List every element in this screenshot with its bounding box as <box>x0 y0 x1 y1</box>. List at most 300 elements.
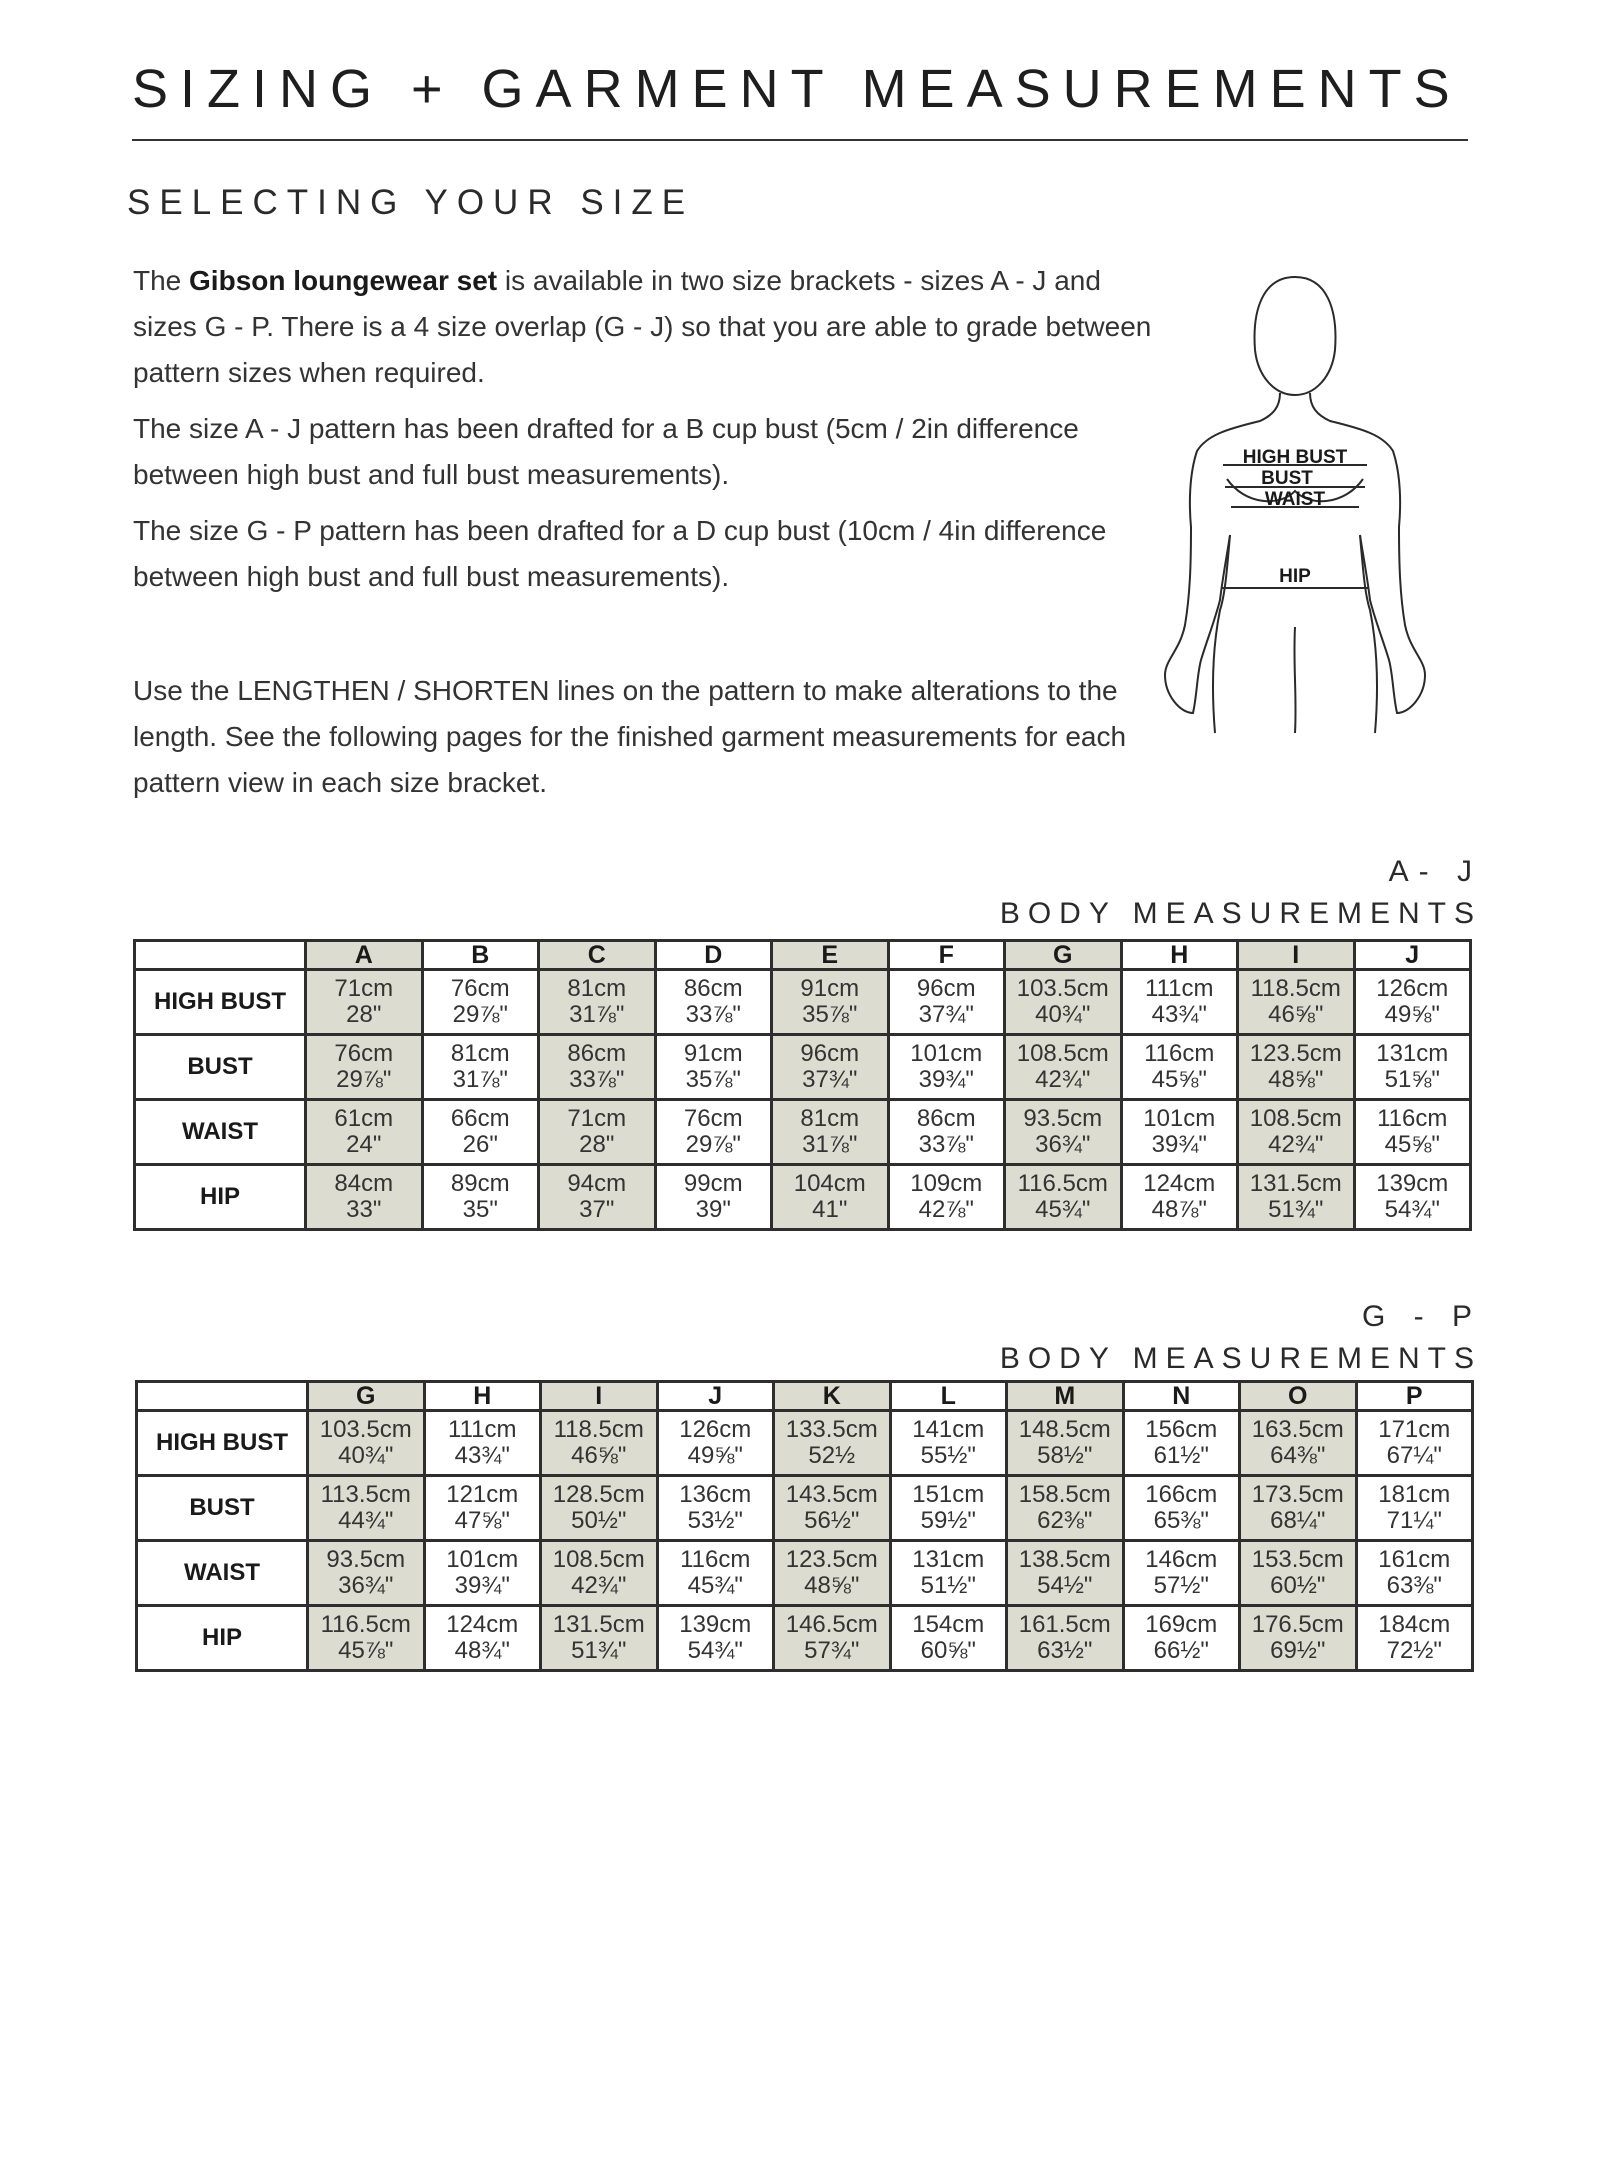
measurement-cell <box>1356 1411 1473 1476</box>
cm-value: 66cm <box>450 1105 510 1132</box>
measurement-cell <box>424 1411 541 1476</box>
table-row <box>137 1541 1473 1606</box>
measurement-cell <box>539 970 656 1035</box>
size-header: L <box>890 1382 1007 1411</box>
hip-label: HIP <box>1279 566 1311 587</box>
cm-value: 124cm <box>446 1611 519 1638</box>
cm-value: 128.5cm <box>552 1481 645 1508</box>
measurement-cell <box>308 1476 425 1541</box>
measurement-label: HIP <box>135 1165 306 1230</box>
cm-value: 123.5cm <box>785 1546 878 1573</box>
inch-value: 45¾" <box>687 1572 743 1599</box>
cm-value: 126cm <box>679 1416 752 1443</box>
size-header: A <box>306 941 423 970</box>
cm-value: 131.5cm <box>1249 1170 1342 1197</box>
intro-paragraph-2: The size A - J pattern has been drafted for a B cup bust (5cm / 2in difference between high bust and full bust measurements). <box>133 413 1079 490</box>
measurement-cell <box>890 1606 1007 1671</box>
inch-value: 42⅞" <box>918 1196 974 1223</box>
measurement-cell <box>1005 970 1122 1035</box>
cm-value: 103.5cm <box>319 1416 412 1443</box>
figure-right-side <box>1310 393 1425 713</box>
measurement-cell <box>1354 1100 1471 1165</box>
table-2-range: G - P <box>1361 1300 1482 1333</box>
cm-value: 61cm <box>334 1105 394 1132</box>
measurement-cell <box>655 1165 772 1230</box>
measurement-cell <box>1240 1606 1357 1671</box>
inch-value: 60½" <box>1270 1572 1326 1599</box>
cm-value: 91cm <box>800 975 860 1002</box>
cm-value: 86cm <box>567 1040 627 1067</box>
inch-value: 43¾" <box>454 1442 510 1469</box>
cm-value: 116cm <box>1144 1040 1215 1067</box>
measurement-cell <box>1123 1606 1240 1671</box>
inch-value: 49⅝" <box>687 1442 743 1469</box>
inch-value: 51½" <box>920 1572 976 1599</box>
size-header: E <box>772 941 889 970</box>
cm-value: 104cm <box>793 1170 866 1197</box>
measurement-cell <box>890 1411 1007 1476</box>
measurement-cell <box>422 1035 539 1100</box>
cm-value: 126cm <box>1376 975 1449 1002</box>
cm-value: 108.5cm <box>1016 1040 1109 1067</box>
cm-value: 76cm <box>450 975 510 1002</box>
cm-value: 139cm <box>1376 1170 1449 1197</box>
measurement-cell <box>657 1606 774 1671</box>
measurement-cell <box>1354 1165 1471 1230</box>
intro-paragraph-4: Use the LENGTHEN / SHORTEN lines on the pattern to make alterations to the length. See the following pages for the finished garment measurements for each pattern view in each size bracket. <box>133 675 1127 798</box>
cm-value: 96cm <box>800 1040 860 1067</box>
figure-head <box>1255 277 1336 395</box>
cm-value: 166cm <box>1145 1481 1218 1508</box>
inch-value: 35" <box>462 1196 498 1223</box>
table-1-title: BODY MEASUREMENTS <box>999 897 1482 930</box>
inch-value: 40¾" <box>338 1442 394 1469</box>
cm-value: 99cm <box>683 1170 743 1197</box>
table-row <box>137 1411 1473 1476</box>
cm-value: 184cm <box>1378 1611 1451 1638</box>
inch-value: 26" <box>462 1131 498 1158</box>
inch-value: 31⅞" <box>569 1001 625 1028</box>
measurement-cell <box>308 1541 425 1606</box>
inch-value: 64⅜" <box>1270 1442 1326 1469</box>
cm-value: 89cm <box>450 1170 510 1197</box>
measurement-cell <box>1356 1476 1473 1541</box>
inch-value: 31⅞" <box>452 1066 508 1093</box>
size-header: C <box>539 941 656 970</box>
table-row <box>135 1165 1471 1230</box>
measurement-label: WAIST <box>135 1100 306 1165</box>
size-header: J <box>1354 941 1471 970</box>
inch-value: 31⅞" <box>802 1131 858 1158</box>
measurement-cell <box>424 1476 541 1541</box>
measurement-cell <box>424 1606 541 1671</box>
cm-value: 161.5cm <box>1018 1611 1111 1638</box>
size-header: D <box>655 941 772 970</box>
measurement-cell <box>888 1035 1005 1100</box>
cm-value: 116cm <box>1377 1105 1448 1132</box>
inch-value: 72½" <box>1386 1637 1442 1664</box>
cm-value: 109cm <box>910 1170 983 1197</box>
size-header: J <box>657 1382 774 1411</box>
high-bust-label: HIGH BUST <box>1242 447 1348 468</box>
measurement-cell <box>888 1165 1005 1230</box>
measurements-table-a-j <box>133 939 1472 1231</box>
cm-value: 93.5cm <box>1023 1105 1103 1132</box>
inch-value: 33⅞" <box>569 1066 625 1093</box>
inch-value: 69½" <box>1270 1637 1326 1664</box>
table-row <box>135 970 1471 1035</box>
cm-value: 81cm <box>450 1040 510 1067</box>
measurement-cell <box>539 1100 656 1165</box>
intro-p1-pre: The <box>133 265 190 296</box>
cm-value: 173.5cm <box>1251 1481 1344 1508</box>
measurement-cell <box>1121 970 1238 1035</box>
measurement-cell <box>308 1411 425 1476</box>
measurement-cell <box>657 1541 774 1606</box>
measurement-label: HIGH BUST <box>137 1411 308 1476</box>
measurement-cell <box>1007 1541 1124 1606</box>
cm-value: 116cm <box>680 1546 751 1573</box>
cm-value: 123.5cm <box>1249 1040 1342 1067</box>
table-row <box>137 1606 1473 1671</box>
measurement-cell <box>657 1411 774 1476</box>
measurement-cell <box>655 1100 772 1165</box>
inch-value: 57¾" <box>804 1637 860 1664</box>
cm-value: 111cm <box>1145 975 1214 1002</box>
inch-value: 29⅞" <box>336 1066 392 1093</box>
cm-value: 181cm <box>1378 1481 1451 1508</box>
measurement-cell <box>772 1165 889 1230</box>
cm-value: 108.5cm <box>552 1546 645 1573</box>
inch-value: 29⅞" <box>452 1001 508 1028</box>
measurement-cell <box>1356 1541 1473 1606</box>
cm-value: 76cm <box>683 1105 743 1132</box>
cm-value: 103.5cm <box>1016 975 1109 1002</box>
inch-value: 68¼" <box>1270 1507 1326 1534</box>
inch-value: 51⅝" <box>1384 1066 1440 1093</box>
inch-value: 46⅝" <box>1268 1001 1324 1028</box>
measurement-cell <box>774 1476 891 1541</box>
measurement-cell <box>890 1541 1007 1606</box>
size-header: F <box>888 941 1005 970</box>
intro-paragraph-1 <box>133 258 1153 396</box>
inch-value: 28" <box>346 1001 382 1028</box>
cm-value: 86cm <box>916 1105 976 1132</box>
size-header: B <box>422 941 539 970</box>
measurement-cell <box>1238 1165 1355 1230</box>
measurement-cell <box>1121 1100 1238 1165</box>
cm-value: 116.5cm <box>1017 1170 1108 1197</box>
inch-value: 56½" <box>804 1507 860 1534</box>
inch-value: 36¾" <box>338 1572 394 1599</box>
measurement-cell <box>541 1541 658 1606</box>
inch-value: 39¾" <box>918 1066 974 1093</box>
measurement-cell <box>888 970 1005 1035</box>
measurement-cell <box>1007 1606 1124 1671</box>
inch-value: 35⅞" <box>802 1001 858 1028</box>
cm-value: 81cm <box>800 1105 860 1132</box>
inch-value: 54¾" <box>1384 1196 1440 1223</box>
measurement-cell <box>772 1035 889 1100</box>
measurement-cell <box>655 970 772 1035</box>
inch-value: 63½" <box>1037 1637 1093 1664</box>
cm-value: 146.5cm <box>785 1611 878 1638</box>
inch-value: 39" <box>695 1196 731 1223</box>
cm-value: 101cm <box>1143 1105 1216 1132</box>
cm-value: 143.5cm <box>785 1481 878 1508</box>
inch-value: 48⅝" <box>804 1572 860 1599</box>
table-corner-cell <box>135 941 306 970</box>
measurement-cell <box>1354 970 1471 1035</box>
measurement-label: WAIST <box>137 1541 308 1606</box>
inch-value: 71¼" <box>1386 1507 1442 1534</box>
inch-value: 57½" <box>1153 1572 1209 1599</box>
inch-value: 62⅜" <box>1037 1507 1093 1534</box>
measurement-cell <box>541 1411 658 1476</box>
inch-value: 65⅜" <box>1153 1507 1209 1534</box>
inch-value: 54½" <box>1037 1572 1093 1599</box>
cm-value: 153.5cm <box>1251 1546 1344 1573</box>
inch-value: 54¾" <box>687 1637 743 1664</box>
inch-value: 45¾" <box>1035 1196 1091 1223</box>
measurement-cell <box>1005 1165 1122 1230</box>
cm-value: 154cm <box>912 1611 985 1638</box>
measurement-cell <box>424 1541 541 1606</box>
cm-value: 71cm <box>567 1105 627 1132</box>
cm-value: 131cm <box>1376 1040 1449 1067</box>
cm-value: 148.5cm <box>1018 1416 1111 1443</box>
product-name: Gibson loungewear set <box>189 265 498 296</box>
inch-value: 58½" <box>1037 1442 1093 1469</box>
size-header: I <box>541 1382 658 1411</box>
cm-value: 118.5cm <box>553 1416 644 1443</box>
inch-value: 28" <box>579 1131 615 1158</box>
measurement-cell <box>890 1476 1007 1541</box>
cm-value: 158.5cm <box>1018 1481 1111 1508</box>
measurement-cell <box>1123 1411 1240 1476</box>
measurement-cell <box>1240 1411 1357 1476</box>
measurement-label: HIGH BUST <box>135 970 306 1035</box>
inch-value: 59½" <box>920 1507 976 1534</box>
inch-value: 48⅝" <box>1268 1066 1324 1093</box>
size-header: M <box>1007 1382 1124 1411</box>
inch-value: 33⅞" <box>685 1001 741 1028</box>
inch-value: 42¾" <box>571 1572 627 1599</box>
measurement-cell <box>1123 1541 1240 1606</box>
cm-value: 156cm <box>1145 1416 1218 1443</box>
inch-value: 47⅝" <box>454 1507 510 1534</box>
cm-value: 131.5cm <box>552 1611 645 1638</box>
inch-value: 40¾" <box>1035 1001 1091 1028</box>
inch-value: 29⅞" <box>685 1131 741 1158</box>
inch-value: 53½" <box>687 1507 743 1534</box>
size-header: O <box>1240 1382 1357 1411</box>
cm-value: 108.5cm <box>1249 1105 1342 1132</box>
cm-value: 176.5cm <box>1251 1611 1344 1638</box>
table-1-range: A- J <box>1388 855 1482 888</box>
measurement-cell <box>1005 1035 1122 1100</box>
intro-p1-post: is available in two size brackets - sizes A - J and sizes G - P. There is a 4 size overlap (G - J) so that you are able to grade between pattern sizes when required. <box>133 265 1152 388</box>
inch-value: 33⅞" <box>918 1131 974 1158</box>
size-header: N <box>1123 1382 1240 1411</box>
cm-value: 101cm <box>910 1040 983 1067</box>
table-row <box>135 1100 1471 1165</box>
measurement-cell <box>774 1541 891 1606</box>
measurement-cell <box>1238 970 1355 1035</box>
cm-value: 84cm <box>334 1170 394 1197</box>
measurement-cell <box>1005 1100 1122 1165</box>
inch-value: 48¾" <box>454 1637 510 1664</box>
inch-value: 66½" <box>1153 1637 1209 1664</box>
measurement-cell <box>541 1606 658 1671</box>
measurement-cell <box>1238 1100 1355 1165</box>
inch-value: 51¾" <box>571 1637 627 1664</box>
measurement-cell <box>1354 1035 1471 1100</box>
size-header: P <box>1356 1382 1473 1411</box>
measurement-cell <box>306 970 423 1035</box>
measurement-cell <box>1121 1035 1238 1100</box>
measurement-cell <box>772 1100 889 1165</box>
cm-value: 139cm <box>679 1611 752 1638</box>
inch-value: 44¾" <box>338 1507 394 1534</box>
cm-value: 91cm <box>683 1040 743 1067</box>
measurement-cell <box>655 1035 772 1100</box>
size-header: I <box>1238 941 1355 970</box>
measurement-label: BUST <box>137 1476 308 1541</box>
table-2-title: BODY MEASUREMENTS <box>999 1342 1482 1375</box>
inch-value: 67¼" <box>1386 1442 1442 1469</box>
cm-value: 86cm <box>683 975 743 1002</box>
inch-value: 60⅝" <box>920 1637 976 1664</box>
measurement-cell <box>539 1165 656 1230</box>
cm-value: 76cm <box>334 1040 394 1067</box>
measurement-cell <box>1121 1165 1238 1230</box>
cm-value: 94cm <box>567 1170 627 1197</box>
inch-value: 39¾" <box>454 1572 510 1599</box>
cm-value: 133.5cm <box>785 1416 878 1443</box>
cm-value: 146cm <box>1145 1546 1218 1573</box>
inch-value: 49⅝" <box>1384 1001 1440 1028</box>
measurement-cell <box>1240 1541 1357 1606</box>
cm-value: 101cm <box>446 1546 519 1573</box>
measurements-table-g-p <box>135 1380 1474 1672</box>
section-title: SELECTING YOUR SIZE <box>127 183 695 222</box>
size-header: G <box>308 1382 425 1411</box>
measurement-label: HIP <box>137 1606 308 1671</box>
cm-value: 136cm <box>679 1481 752 1508</box>
measurement-cell <box>422 970 539 1035</box>
size-header: H <box>1121 941 1238 970</box>
inch-value: 46⅝" <box>571 1442 627 1469</box>
inch-value: 36¾" <box>1035 1131 1091 1158</box>
measurement-cell <box>422 1100 539 1165</box>
body-measurement-figure <box>1135 265 1455 735</box>
cm-value: 151cm <box>912 1481 985 1508</box>
measurement-cell <box>1123 1476 1240 1541</box>
inch-value: 37¾" <box>918 1001 974 1028</box>
inch-value: 45⅝" <box>1384 1131 1440 1158</box>
measurement-cell <box>1240 1476 1357 1541</box>
cm-value: 118.5cm <box>1250 975 1341 1002</box>
cm-value: 116.5cm <box>320 1611 411 1638</box>
intro-paragraph-3: The size G - P pattern has been drafted for a D cup bust (10cm / 4in difference between high bust and full bust measurements). <box>133 515 1107 592</box>
inch-value: 43¾" <box>1151 1001 1207 1028</box>
inch-value: 55½" <box>920 1442 976 1469</box>
inch-value: 24" <box>346 1131 382 1158</box>
inch-value: 33" <box>346 1196 382 1223</box>
measurement-cell <box>541 1476 658 1541</box>
cm-value: 141cm <box>912 1416 985 1443</box>
cm-value: 96cm <box>916 975 976 1002</box>
cm-value: 121cm <box>446 1481 519 1508</box>
size-header: K <box>774 1382 891 1411</box>
measurement-cell <box>774 1411 891 1476</box>
inch-value: 50½" <box>571 1507 627 1534</box>
table-corner-cell <box>137 1382 308 1411</box>
cm-value: 131cm <box>912 1546 985 1573</box>
inch-value: 45⅝" <box>1151 1066 1207 1093</box>
measurement-cell <box>1007 1476 1124 1541</box>
cm-value: 124cm <box>1143 1170 1216 1197</box>
measurement-cell <box>306 1165 423 1230</box>
title-divider <box>132 139 1468 141</box>
inch-value: 63⅜" <box>1386 1572 1442 1599</box>
bust-label: BUST <box>1261 468 1313 489</box>
size-header: G <box>1005 941 1122 970</box>
inch-value: 52½ <box>808 1442 856 1469</box>
measurement-cell <box>772 970 889 1035</box>
table-row <box>137 1476 1473 1541</box>
inch-value: 37" <box>579 1196 615 1223</box>
page-title: SIZING + GARMENT MEASUREMENTS <box>132 59 1462 119</box>
inch-value: 45⅞" <box>338 1637 394 1664</box>
inch-value: 42¾" <box>1035 1066 1091 1093</box>
inch-value: 42¾" <box>1268 1131 1324 1158</box>
table-row <box>135 1035 1471 1100</box>
intro-text <box>133 258 1153 816</box>
inch-value: 35⅞" <box>685 1066 741 1093</box>
inch-value: 61½" <box>1153 1442 1209 1469</box>
measurement-cell <box>774 1606 891 1671</box>
inch-value: 39¾" <box>1151 1131 1207 1158</box>
cm-value: 161cm <box>1378 1546 1451 1573</box>
cm-value: 138.5cm <box>1018 1546 1111 1573</box>
measurement-cell <box>1356 1606 1473 1671</box>
inch-value: 48⅞" <box>1151 1196 1207 1223</box>
cm-value: 81cm <box>567 975 627 1002</box>
measurement-cell <box>657 1476 774 1541</box>
cm-value: 93.5cm <box>326 1546 406 1573</box>
measurement-cell <box>1238 1035 1355 1100</box>
measurement-cell <box>308 1606 425 1671</box>
cm-value: 169cm <box>1145 1611 1218 1638</box>
figure-left-side <box>1165 393 1280 713</box>
cm-value: 163.5cm <box>1251 1416 1344 1443</box>
cm-value: 71cm <box>334 975 394 1002</box>
inch-value: 51¾" <box>1268 1196 1324 1223</box>
measurement-cell <box>888 1100 1005 1165</box>
inch-value: 41" <box>812 1196 848 1223</box>
cm-value: 171cm <box>1378 1416 1451 1443</box>
measurement-label: BUST <box>135 1035 306 1100</box>
measurement-cell <box>306 1035 423 1100</box>
size-header: H <box>424 1382 541 1411</box>
measurement-cell <box>306 1100 423 1165</box>
cm-value: 111cm <box>448 1416 517 1443</box>
cm-value: 113.5cm <box>320 1481 411 1508</box>
waist-label: WAIST <box>1264 489 1326 510</box>
measurement-cell <box>539 1035 656 1100</box>
